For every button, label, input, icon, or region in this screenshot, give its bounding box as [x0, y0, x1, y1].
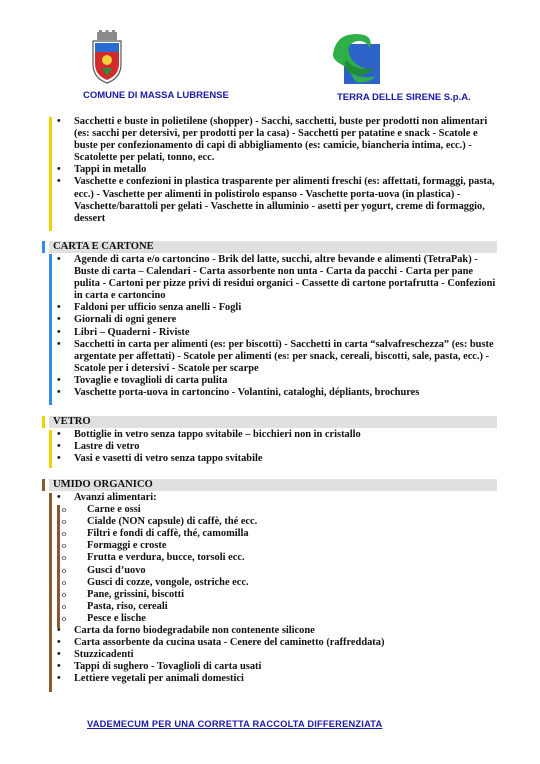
list-item: • Libri – Quaderni - Riviste	[57, 327, 497, 339]
list-item: • Agende di carta e/o cartoncino - Brik del latte, succhi, altre bevande e alimenti (TetraPak) - Buste di carta – Calendari - Carta assorbente non unta - Carta da pacchi - Carta per pane pulita - Cartoni per pizze privi di residui organici - Cassette di cartone portafrutta - Confezioni in carta e cartoncino	[57, 254, 497, 302]
organic-item-list	[57, 492, 497, 686]
sub-list-item: o Pane, grissini, biscotti	[57, 589, 497, 601]
plastic-item-list	[57, 116, 497, 225]
glass-color-bar-items	[49, 430, 52, 468]
sub-list-item: o Filtri e fondi di caffè, thé, camomilla	[57, 528, 497, 540]
footer-title: VADEMECUM PER UNA CORRETTA RACCOLTA DIFFERENZIATA	[87, 719, 383, 729]
list-item: • Stuzzicadenti	[57, 649, 497, 661]
list-item: • Sacchetti e buste in polietilene (shopper) - Sacchi, sacchetti, buste per prodotti non alimentari (es: sacchi per detersivi, per prodotti per la casa) - Sacchetti per patatine e snack - Scatole e buste per confezionamento di capi di abbigliamento (es: camicie, biancheria intima, ecc.) - Scatolette per pelati, tonno, ecc.	[57, 116, 497, 164]
sub-list-item: o Gusci di cozze, vongole, ostriche ecc.	[57, 577, 497, 589]
glass-color-bar	[42, 416, 45, 428]
massa-lubrense-coat-of-arms-logo	[88, 30, 126, 84]
organic-color-bar-items	[49, 493, 52, 692]
sub-list-item: o Formaggi e croste	[57, 540, 497, 552]
list-item: • Vaschette e confezioni in plastica trasparente per alimenti freschi (es: affettati, formaggi, pasta, ecc.) - Vaschette per alimenti in polistirolo espanso - Vaschette porta-uova (in plastica) - Vaschette/barattoli per gelati - Vaschette in alluminio - asetti per yogurt, creme di formaggio, dessert	[57, 176, 497, 224]
terra-delle-sirene-wave-logo	[330, 30, 384, 86]
paper-color-bar-items	[49, 254, 52, 405]
sub-list-item: o Cialde (NON capsule) di caffè, thé ecc.	[57, 516, 497, 528]
list-item: • Sacchetti in carta per alimenti (es: per biscotti) - Sacchetti in carta “salvafreschezza” (es: buste argentate per affettati) - Scatole per alimenti (es: per snack, cereali, biscotti, sale, pasta, ecc.) - Scatole per i detersivi - Scatole per scarpe	[57, 339, 497, 375]
sub-list-item: o Carne e ossi	[57, 504, 497, 516]
plastic-color-bar	[49, 117, 52, 231]
organic-section-heading: UMIDO ORGANICO	[49, 479, 497, 491]
list-item: • Tappi di sughero - Tovaglioli di carta usati	[57, 661, 497, 673]
list-item: • Tappi in metallo	[57, 164, 497, 176]
list-item: • Vasi e vasetti di vetro senza tappo svitabile	[57, 453, 497, 465]
glass-section-heading: VETRO	[49, 416, 497, 428]
list-item: • Faldoni per ufficio senza anelli - Fogli	[57, 302, 497, 314]
list-item: • Lettiere vegetali per animali domestici	[57, 673, 497, 685]
sub-list-item: o Gusci d’uovo	[57, 565, 497, 577]
food-scraps-sublist	[74, 504, 497, 625]
list-item: • Carta assorbente da cucina usata - Cenere del caminetto (raffreddata)	[57, 637, 497, 649]
list-item-food-scraps	[57, 492, 497, 625]
list-item: • Bottiglie in vetro senza tappo svitabile – bicchieri non in cristallo	[57, 429, 497, 441]
list-item: • Giornali di ogni genere	[57, 314, 497, 326]
municipality-name: COMUNE DI MASSA LUBRENSE	[83, 90, 229, 101]
sub-list-item: o Pesce e lische	[57, 613, 497, 625]
list-item: • Lastre di vetro	[57, 441, 497, 453]
paper-color-bar	[42, 241, 45, 253]
company-name: TERRA DELLE SIRENE S.p.A.	[337, 92, 471, 103]
paper-item-list	[57, 254, 497, 399]
paper-section-heading: CARTA E CARTONE	[49, 241, 497, 253]
list-item: • Carta da forno biodegradabile non contenente silicone	[57, 625, 497, 637]
list-item: • Vaschette porta-uova in cartoncino - Volantini, cataloghi, dépliants, brochures	[57, 387, 497, 399]
organic-color-bar	[42, 479, 45, 491]
food-scraps-label: Avanzi alimentari:	[74, 492, 157, 503]
list-item: • Tovaglie e tovaglioli di carta pulita	[57, 375, 497, 387]
sub-list-item: o Frutta e verdura, bucce, torsoli ecc.	[57, 552, 497, 564]
glass-item-list	[57, 429, 497, 465]
sub-list-item: o Pasta, riso, cereali	[57, 601, 497, 613]
